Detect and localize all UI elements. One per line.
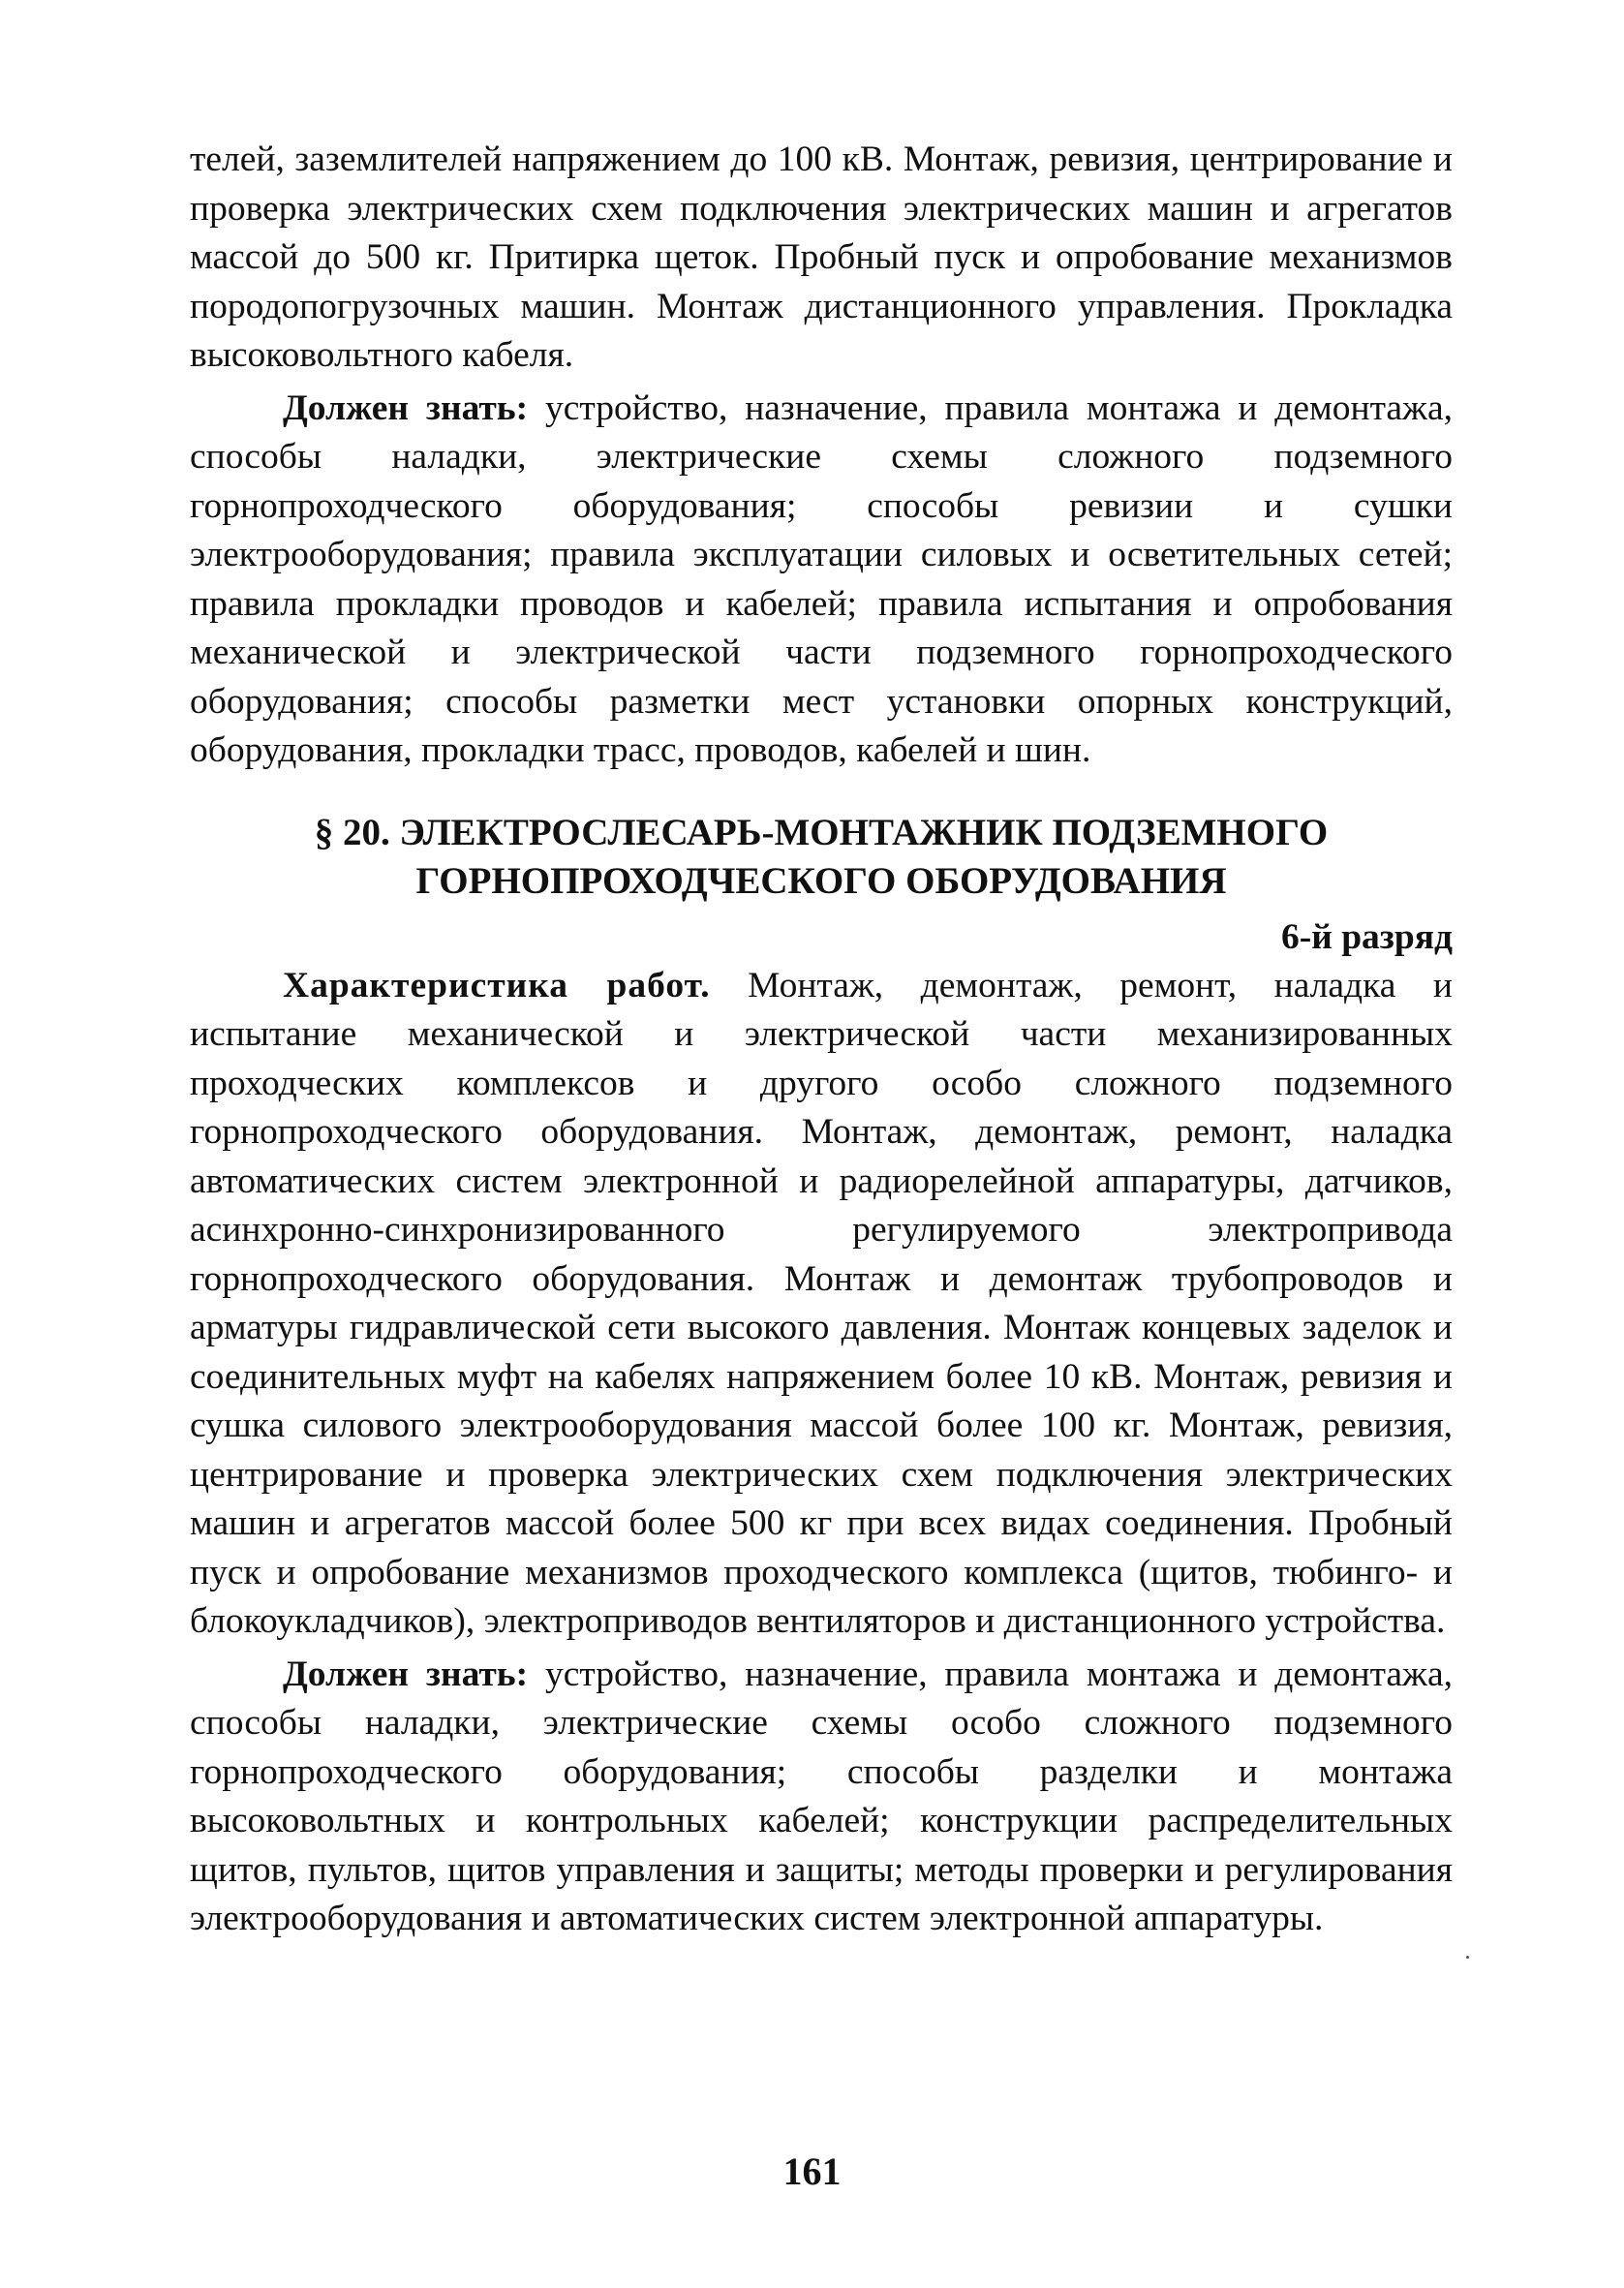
knowledge-text: устройство, назначение, правила монтажа и демонтажа, способы наладки, электрические схемы особо сложного подземного горнопроходческого оборудования; способы разделки и монтажа высоковольтных и контрольных кабелей; конструкции распределительных щитов, пультов, щитов управления и защиты; методы проверки и регулирования электрооборудования и автоматических систем электронной аппаратуры. (190, 1654, 1453, 1938)
knowledge-requirements-grade-5 (190, 385, 1453, 776)
knowledge-lead: Должен знать: (283, 387, 529, 428)
scan-speck (1466, 1956, 1469, 1959)
page-body (190, 136, 1453, 1944)
characteristics-text: Монтаж, демонтаж, ремонт, наладка и испытание механической и электрической части механизированных проходческих комплексов и другого особо сложного подземного горнопроходческого оборудования. Монтаж, демонтаж, ремонт, наладка автоматических систем электронной и радиорелейной аппаратуры, датчиков, асинхронно-синхронизированного регулируемого электропривода горнопроходческого оборудования. Монтаж и демонтаж трубопроводов и арматуры гидравлической сети высокого давления. Монтаж концевых заделок и соединительных муфт на кабелях напряжением более 10 кВ. Монтаж, ревизия и сушка силового электрооборудования массой более 100 кг. Монтаж, ревизия, центрирование и проверка электрических схем подключения электрических машин и агрегатов массой более 500 кг при всех видах соединения. Пробный пуск и опробование механизмов проходческого комплекса (щитов, тюбинго- и блокоукладчиков), электроприводов вентиляторов и дистанционного устройства. (190, 965, 1453, 1641)
section-title-line-2: ГОРНОПРОХОДЧЕСКОГО ОБОРУДОВАНИЯ (415, 859, 1227, 902)
continuation-text: телей, заземлителей напряжением до 100 кВ. Монтаж, ревизия, центрирование и проверка электрических схем подключения электрических машин и агрегатов массой до 500 кг. Притирка щеток. Пробный пуск и опробование механизмов породопогрузочных машин. Монтаж дистанционного управления. Прокладка высоковольтного кабеля. (190, 139, 1453, 375)
section-title-line-1: § 20. ЭЛЕКТРОСЛЕСАРЬ-МОНТАЖНИК ПОДЗЕМНОГО (314, 811, 1329, 853)
section-title (190, 809, 1453, 906)
work-characteristics (190, 962, 1453, 1647)
knowledge-requirements-grade-6 (190, 1651, 1453, 1944)
characteristics-lead: Характеристика работ. (283, 965, 711, 1005)
page-number: 161 (782, 2149, 842, 2193)
knowledge-text: устройство, назначение, правила монтажа и демонтажа, способы наладки, электрические схемы сложного подземного горнопроходческого оборудования; способы ревизии и сушки электрооборудования; правила эксплуатации силовых и осветительных сетей; правила прокладки проводов и кабелей; правила испытания и опробования механической и электрической части подземного горнопроходческого оборудования; способы разметки мест установки опорных конструкций, оборудования, прокладки трасс, проводов, кабелей и шин. (190, 387, 1453, 770)
continuation-paragraph (190, 136, 1453, 381)
grade-label: 6-й разряд (1280, 916, 1453, 957)
knowledge-lead: Должен знать: (283, 1654, 529, 1694)
